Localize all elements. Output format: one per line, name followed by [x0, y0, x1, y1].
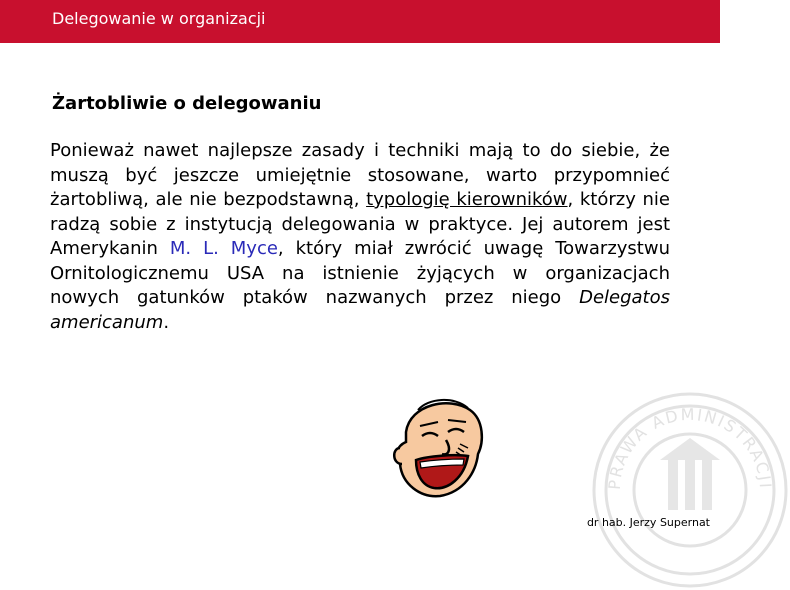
header-bar — [0, 0, 720, 43]
paragraph-text-2: , którzy nie radzą sobie z instytucją delegowania w praktyce. Jej autorem jest Amerykanin — [50, 189, 670, 259]
typology-link[interactable]: typologię kierowników — [366, 189, 568, 210]
laughing-man-cartoon-icon — [388, 392, 498, 502]
body-paragraph — [50, 139, 670, 335]
footer-author: dr hab. Jerzy Supernat — [586, 516, 710, 529]
species-name: Delegatos americanum — [50, 287, 670, 333]
university-seal-watermark-icon — [590, 390, 790, 590]
paragraph-text-1: Ponieważ nawet najlepsze zasady i techniki mają to do siebie, że muszą być jeszcze umiejętnie stosowane, warto przypomnieć żartobliwą, ale nie bezpodstawną, — [50, 140, 670, 210]
slide-heading: Żartobliwie o delegowaniu — [52, 93, 322, 114]
author-name: M. L. Myce — [169, 238, 278, 259]
paragraph-text-3: , który miał zwrócić uwagę Towarzystwu Ornitologicznemu USA na istnienie żyjących w organizacjach nowych gatunków ptaków nazwanych przez niego — [50, 238, 670, 308]
header-title: Delegowanie w organizacji — [52, 9, 266, 28]
paragraph-text-4: . — [163, 311, 170, 333]
seal-text: PRAWA ADMINISTRACJI — [604, 404, 776, 491]
